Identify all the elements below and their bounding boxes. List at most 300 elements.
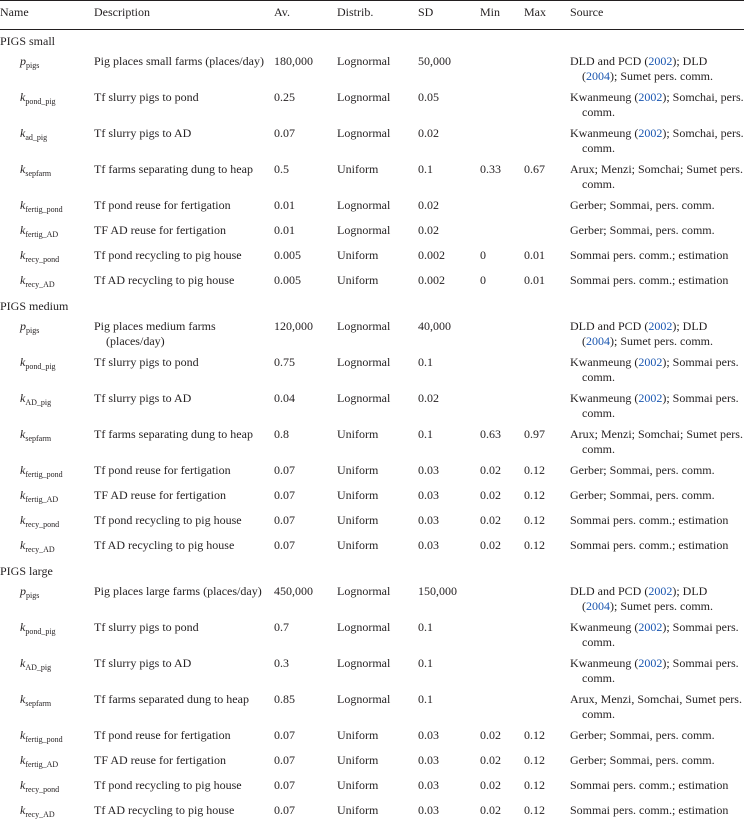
param-source <box>564 270 744 295</box>
param-source-text <box>570 391 744 421</box>
param-symbol-subscript: fertig_pond <box>25 735 62 744</box>
param-min <box>474 51 518 87</box>
param-symbol-base: k <box>20 391 25 405</box>
param-name <box>0 800 88 825</box>
param-source-text <box>570 198 744 213</box>
param-description <box>88 750 268 775</box>
table-row <box>0 750 744 775</box>
source-text: ); Somchai, pers. comm. <box>582 126 744 155</box>
param-sd: 0.05 <box>412 87 474 123</box>
param-source <box>564 123 744 159</box>
param-name <box>0 424 88 460</box>
source-text: Sommai pers. comm.; estimation <box>570 803 728 817</box>
param-description <box>88 316 268 352</box>
param-average: 450,000 <box>268 581 331 617</box>
param-distribution: Uniform <box>331 424 412 460</box>
table-row <box>0 195 744 220</box>
param-average: 0.07 <box>268 750 331 775</box>
source-text: ); DLD ( <box>582 319 707 348</box>
source-text: Arux; Menzi; Somchai; Sumet pers. comm. <box>570 427 743 456</box>
param-max <box>518 195 564 220</box>
param-source-text <box>570 513 744 528</box>
table-row <box>0 775 744 800</box>
param-min <box>474 388 518 424</box>
param-distribution: Uniform <box>331 270 412 295</box>
param-description-text: Tf slurry pigs to pond <box>94 90 268 105</box>
source-text: ); Sommai pers. comm. <box>582 355 739 384</box>
source-text: ); Sumet pers. comm. <box>610 334 713 348</box>
param-symbol <box>20 90 56 104</box>
table-row <box>0 388 744 424</box>
param-source-text <box>570 778 744 793</box>
param-sd: 0.02 <box>412 195 474 220</box>
param-description <box>88 220 268 245</box>
reference-link[interactable]: 2002 <box>648 54 672 68</box>
param-sd: 150,000 <box>412 581 474 617</box>
table-body <box>0 30 744 825</box>
param-distribution: Lognormal <box>331 87 412 123</box>
param-symbol-base: k <box>20 463 25 477</box>
param-description-text: TF AD reuse for fertigation <box>94 488 268 503</box>
param-distribution: Uniform <box>331 460 412 485</box>
param-symbol-subscript: fertig_pond <box>25 205 62 214</box>
group-title: PIGS medium <box>0 295 744 316</box>
param-distribution: Lognormal <box>331 352 412 388</box>
param-max <box>518 51 564 87</box>
param-symbol <box>20 656 51 670</box>
param-min: 0.02 <box>474 800 518 825</box>
param-average: 0.07 <box>268 460 331 485</box>
param-max <box>518 653 564 689</box>
table-row <box>0 270 744 295</box>
param-symbol <box>20 692 51 706</box>
param-symbol-subscript: pond_pig <box>25 627 55 636</box>
param-symbol-base: k <box>20 273 25 287</box>
source-text: ); Sommai pers. comm. <box>582 391 739 420</box>
param-max <box>518 123 564 159</box>
param-symbol-base: k <box>20 778 25 792</box>
param-symbol <box>20 778 59 792</box>
param-sd: 0.1 <box>412 617 474 653</box>
reference-link[interactable]: 2002 <box>638 126 662 140</box>
param-symbol-subscript: recy_pond <box>25 255 59 264</box>
param-distribution: Lognormal <box>331 581 412 617</box>
param-description <box>88 535 268 560</box>
table-row <box>0 581 744 617</box>
param-symbol-subscript: AD_pig <box>25 398 51 407</box>
param-sd: 0.03 <box>412 535 474 560</box>
table-row <box>0 352 744 388</box>
source-text: ); Sommai pers. comm. <box>582 620 739 649</box>
param-description <box>88 87 268 123</box>
reference-link[interactable]: 2002 <box>648 319 672 333</box>
reference-link[interactable]: 2002 <box>638 656 662 670</box>
param-min <box>474 195 518 220</box>
param-source-text <box>570 488 744 503</box>
param-description <box>88 123 268 159</box>
param-symbol-base: k <box>20 248 25 262</box>
param-description-text: Tf farms separated dung to heap <box>94 692 268 707</box>
param-average: 0.8 <box>268 424 331 460</box>
header-sd: SD <box>412 1 474 30</box>
param-distribution: Lognormal <box>331 388 412 424</box>
source-text: Kwanmeung ( <box>570 355 638 369</box>
param-distribution: Uniform <box>331 800 412 825</box>
table-header <box>0 1 744 30</box>
param-symbol <box>20 513 59 527</box>
param-name <box>0 460 88 485</box>
param-symbol-subscript: fertig_AD <box>25 230 58 239</box>
param-symbol-subscript: recy_AD <box>25 545 54 554</box>
param-symbol <box>20 355 56 369</box>
param-name <box>0 220 88 245</box>
param-symbol-base: k <box>20 753 25 767</box>
param-name <box>0 123 88 159</box>
param-symbol-base: k <box>20 656 25 670</box>
param-distribution: Lognormal <box>331 220 412 245</box>
param-source-text <box>570 728 744 743</box>
reference-link[interactable]: 2002 <box>648 584 672 598</box>
param-source-text <box>570 223 744 238</box>
param-symbol <box>20 126 47 140</box>
param-sd: 0.1 <box>412 424 474 460</box>
param-average: 0.07 <box>268 485 331 510</box>
param-name <box>0 195 88 220</box>
param-distribution: Uniform <box>331 510 412 535</box>
param-source <box>564 424 744 460</box>
param-symbol-subscript: sepfarm <box>25 169 51 178</box>
param-distribution: Uniform <box>331 159 412 195</box>
param-source-text <box>570 273 744 288</box>
table-row <box>0 800 744 825</box>
param-symbol <box>20 728 63 742</box>
param-average: 0.25 <box>268 87 331 123</box>
param-description <box>88 460 268 485</box>
reference-link[interactable]: 2004 <box>586 599 610 613</box>
param-min <box>474 123 518 159</box>
param-average: 0.005 <box>268 270 331 295</box>
param-description-text: Tf farms separating dung to heap <box>94 162 268 177</box>
param-description <box>88 689 268 725</box>
table-row <box>0 485 744 510</box>
reference-link[interactable]: 2004 <box>586 334 610 348</box>
param-symbol-base: k <box>20 223 25 237</box>
param-distribution: Lognormal <box>331 653 412 689</box>
source-text: ); DLD ( <box>582 584 707 613</box>
param-symbol-base: p <box>20 319 26 333</box>
param-description <box>88 581 268 617</box>
source-text: Kwanmeung ( <box>570 391 638 405</box>
param-name <box>0 270 88 295</box>
param-symbol-subscript: pigs <box>26 591 39 600</box>
table-row <box>0 460 744 485</box>
param-source-text <box>570 656 744 686</box>
param-name <box>0 775 88 800</box>
param-max <box>518 689 564 725</box>
source-text: ); Somchai, pers. comm. <box>582 90 744 119</box>
param-symbol-subscript: fertig_pond <box>25 470 62 479</box>
param-sd: 0.02 <box>412 388 474 424</box>
param-average: 0.3 <box>268 653 331 689</box>
param-symbol-subscript: pond_pig <box>25 362 55 371</box>
table-row <box>0 87 744 123</box>
param-distribution: Lognormal <box>331 617 412 653</box>
param-symbol-base: k <box>20 728 25 742</box>
param-name <box>0 316 88 352</box>
param-name <box>0 388 88 424</box>
param-symbol <box>20 753 58 767</box>
table-row <box>0 617 744 653</box>
param-average: 0.7 <box>268 617 331 653</box>
param-source-text <box>570 692 744 722</box>
table-row <box>0 51 744 87</box>
param-max <box>518 352 564 388</box>
source-text: Kwanmeung ( <box>570 126 638 140</box>
param-name <box>0 653 88 689</box>
source-text: Sommai pers. comm.; estimation <box>570 273 728 287</box>
param-distribution: Uniform <box>331 485 412 510</box>
param-description-text: Pig places large farms (places/day) <box>94 584 268 599</box>
param-source-text <box>570 427 744 457</box>
table-row <box>0 725 744 750</box>
param-symbol-subscript: fertig_AD <box>25 760 58 769</box>
param-symbol-base: k <box>20 126 25 140</box>
param-symbol-base: k <box>20 162 25 176</box>
group-row <box>0 560 744 581</box>
param-source <box>564 485 744 510</box>
reference-link[interactable]: 2002 <box>638 391 662 405</box>
param-max: 0.12 <box>518 460 564 485</box>
param-symbol-base: p <box>20 54 26 68</box>
param-symbol-base: k <box>20 198 25 212</box>
param-min <box>474 316 518 352</box>
param-description-text: Tf AD recycling to pig house <box>94 538 268 553</box>
param-min <box>474 581 518 617</box>
table-row <box>0 653 744 689</box>
param-max: 0.12 <box>518 750 564 775</box>
group-row <box>0 295 744 316</box>
param-symbol-subscript: recy_AD <box>25 810 54 819</box>
param-sd: 0.03 <box>412 460 474 485</box>
param-sd: 0.1 <box>412 689 474 725</box>
param-description <box>88 388 268 424</box>
param-max: 0.12 <box>518 725 564 750</box>
param-min: 0.63 <box>474 424 518 460</box>
param-min <box>474 617 518 653</box>
param-max <box>518 581 564 617</box>
source-text: DLD and PCD ( <box>570 54 648 68</box>
reference-link[interactable]: 2002 <box>638 620 662 634</box>
param-symbol <box>20 198 63 212</box>
param-description-text: Tf slurry pigs to AD <box>94 391 268 406</box>
reference-link[interactable]: 2002 <box>638 90 662 104</box>
param-source <box>564 510 744 535</box>
param-symbol-subscript: sepfarm <box>25 699 51 708</box>
table-row <box>0 424 744 460</box>
param-name <box>0 535 88 560</box>
param-min: 0 <box>474 245 518 270</box>
source-text: Arux, Menzi, Somchai, Sumet pers. comm. <box>570 692 742 721</box>
source-text: Sommai pers. comm.; estimation <box>570 778 728 792</box>
param-max: 0.12 <box>518 775 564 800</box>
param-description-text: Tf pond recycling to pig house <box>94 778 268 793</box>
param-description <box>88 775 268 800</box>
param-source-text <box>570 126 744 156</box>
param-symbol <box>20 273 55 287</box>
param-average: 0.07 <box>268 123 331 159</box>
param-description-text: Tf slurry pigs to AD <box>94 126 268 141</box>
param-source <box>564 653 744 689</box>
param-name <box>0 159 88 195</box>
table-row <box>0 535 744 560</box>
group-row <box>0 30 744 52</box>
source-text: Sommai pers. comm.; estimation <box>570 513 728 527</box>
param-max <box>518 87 564 123</box>
param-description <box>88 800 268 825</box>
param-symbol <box>20 223 58 237</box>
param-source-text <box>570 355 744 385</box>
param-symbol-subscript: fertig_AD <box>25 495 58 504</box>
param-average: 0.07 <box>268 725 331 750</box>
param-distribution: Lognormal <box>331 195 412 220</box>
param-symbol-base: k <box>20 355 25 369</box>
param-symbol-subscript: recy_AD <box>25 280 54 289</box>
param-description <box>88 725 268 750</box>
source-text: Gerber; Sommai, pers. comm. <box>570 728 715 742</box>
source-text: Gerber; Sommai, pers. comm. <box>570 488 715 502</box>
source-text: Gerber; Sommai, pers. comm. <box>570 463 715 477</box>
param-average: 0.07 <box>268 775 331 800</box>
param-name <box>0 689 88 725</box>
param-symbol-base: k <box>20 538 25 552</box>
param-sd: 0.1 <box>412 653 474 689</box>
reference-link[interactable]: 2004 <box>586 69 610 83</box>
param-sd: 0.03 <box>412 775 474 800</box>
param-description <box>88 424 268 460</box>
source-text: Gerber; Sommai, pers. comm. <box>570 223 715 237</box>
param-symbol-base: k <box>20 513 25 527</box>
param-name <box>0 750 88 775</box>
param-source <box>564 535 744 560</box>
param-symbol-base: k <box>20 620 25 634</box>
param-distribution: Lognormal <box>331 51 412 87</box>
param-min <box>474 87 518 123</box>
header-description: Description <box>88 1 268 30</box>
param-average: 0.07 <box>268 535 331 560</box>
table-row <box>0 220 744 245</box>
reference-link[interactable]: 2002 <box>638 355 662 369</box>
source-text: ); DLD ( <box>582 54 707 83</box>
param-description-text: Tf pond recycling to pig house <box>94 513 268 528</box>
param-source <box>564 220 744 245</box>
source-text: DLD and PCD ( <box>570 319 648 333</box>
param-source <box>564 800 744 825</box>
param-description <box>88 510 268 535</box>
param-source <box>564 195 744 220</box>
param-min: 0.02 <box>474 775 518 800</box>
param-min: 0.02 <box>474 535 518 560</box>
param-symbol-subscript: pigs <box>26 61 39 70</box>
param-average: 0.75 <box>268 352 331 388</box>
param-sd: 0.02 <box>412 220 474 245</box>
param-description-text: Tf slurry pigs to AD <box>94 656 268 671</box>
table-row <box>0 689 744 725</box>
param-source-text <box>570 538 744 553</box>
param-description-text: Tf pond reuse for fertigation <box>94 463 268 478</box>
param-distribution: Lognormal <box>331 689 412 725</box>
param-max: 0.67 <box>518 159 564 195</box>
param-source <box>564 617 744 653</box>
param-description-text: Tf AD recycling to pig house <box>94 273 268 288</box>
param-source-text <box>570 803 744 818</box>
param-distribution: Uniform <box>331 245 412 270</box>
param-description <box>88 617 268 653</box>
header-source: Source <box>564 1 744 30</box>
param-max: 0.12 <box>518 800 564 825</box>
param-sd: 0.1 <box>412 159 474 195</box>
param-average: 0.07 <box>268 510 331 535</box>
source-text: ); Sumet pers. comm. <box>610 69 713 83</box>
param-sd: 0.02 <box>412 123 474 159</box>
param-description <box>88 352 268 388</box>
param-max: 0.12 <box>518 510 564 535</box>
table-row <box>0 316 744 352</box>
param-source <box>564 388 744 424</box>
param-min: 0.02 <box>474 460 518 485</box>
table-row <box>0 159 744 195</box>
param-min: 0.02 <box>474 750 518 775</box>
param-symbol <box>20 803 55 817</box>
param-distribution: Uniform <box>331 775 412 800</box>
source-text: Kwanmeung ( <box>570 620 638 634</box>
param-source-text <box>570 90 744 120</box>
param-name <box>0 617 88 653</box>
param-description <box>88 653 268 689</box>
param-average: 0.5 <box>268 159 331 195</box>
param-source <box>564 316 744 352</box>
param-symbol <box>20 319 39 333</box>
param-max: 0.01 <box>518 245 564 270</box>
source-text: Gerber; Sommai, pers. comm. <box>570 198 715 212</box>
param-name <box>0 581 88 617</box>
param-max <box>518 617 564 653</box>
param-distribution: Lognormal <box>331 316 412 352</box>
param-symbol-subscript: pigs <box>26 326 39 335</box>
param-symbol-base: k <box>20 90 25 104</box>
param-symbol <box>20 391 51 405</box>
source-text: Gerber; Sommai, pers. comm. <box>570 753 715 767</box>
header-max: Max <box>518 1 564 30</box>
param-symbol <box>20 248 59 262</box>
header-min: Min <box>474 1 518 30</box>
param-min: 0.02 <box>474 485 518 510</box>
param-sd: 0.03 <box>412 800 474 825</box>
param-source-text <box>570 753 744 768</box>
param-max <box>518 388 564 424</box>
param-source <box>564 159 744 195</box>
param-description-text: TF AD reuse for fertigation <box>94 753 268 768</box>
param-sd: 0.1 <box>412 352 474 388</box>
param-symbol-subscript: recy_pond <box>25 785 59 794</box>
param-symbol-base: p <box>20 584 26 598</box>
param-symbol-subscript: pond_pig <box>25 97 55 106</box>
param-source <box>564 581 744 617</box>
param-source <box>564 352 744 388</box>
param-name <box>0 485 88 510</box>
param-symbol-subscript: sepfarm <box>25 434 51 443</box>
param-min: 0.33 <box>474 159 518 195</box>
param-max <box>518 220 564 245</box>
